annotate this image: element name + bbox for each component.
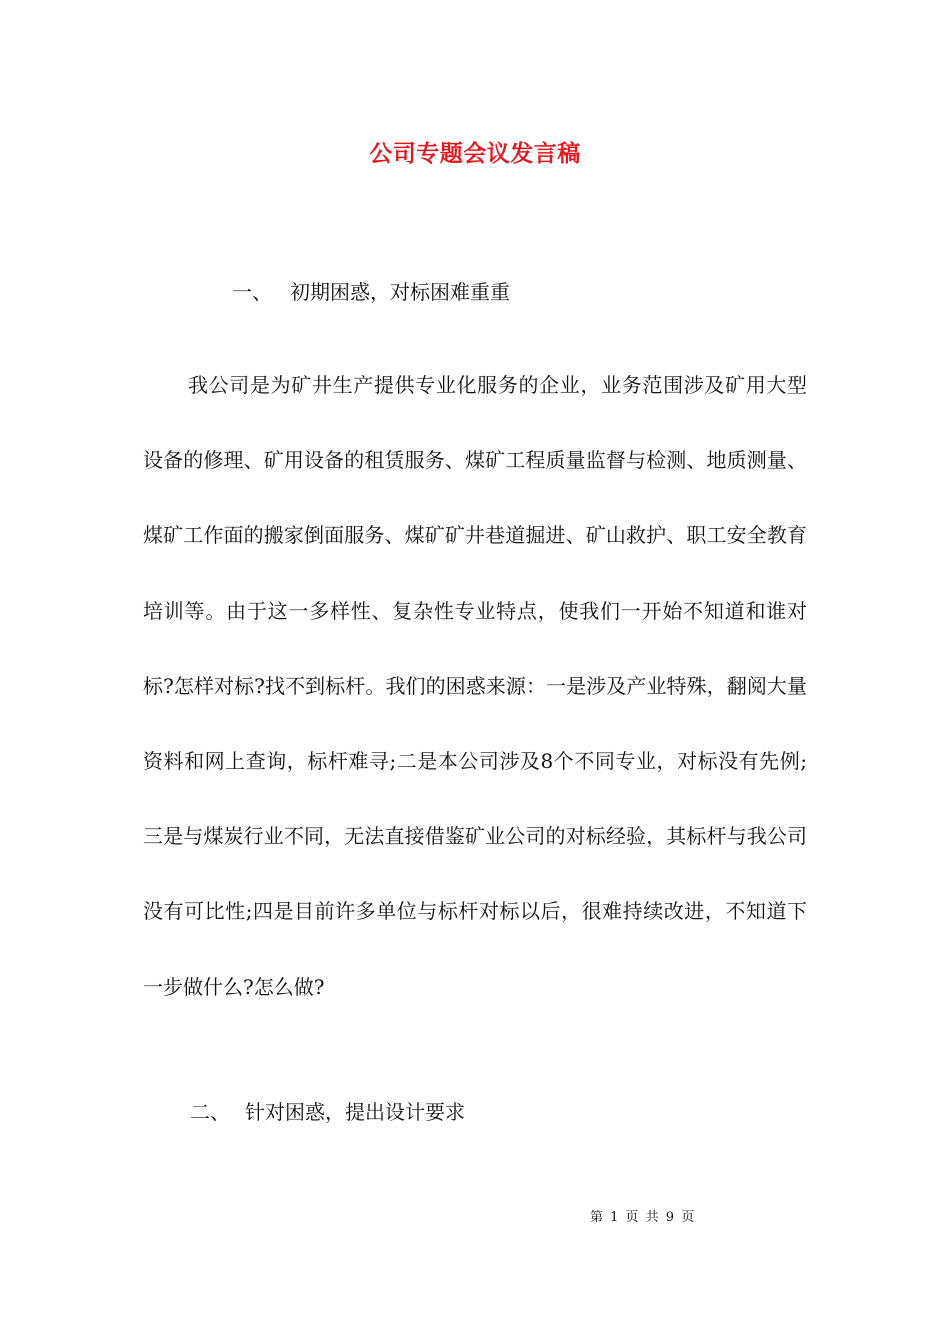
section-number-2: 二、	[190, 1100, 230, 1124]
page-footer: 第 1 页 共 9 页	[590, 1210, 695, 1225]
body-paragraph	[143, 348, 807, 1025]
section-heading-text-2: 针对困惑，提出设计要求	[245, 1100, 465, 1124]
section-heading-2	[190, 1094, 465, 1130]
section-heading-1	[232, 274, 510, 310]
section-number-1: 一、	[232, 280, 272, 304]
body-paragraph-text: 我公司是为矿井生产提供专业化服务的企业，业务范围涉及矿用大型设备的修理、矿用设备的租赁服务、煤矿工程质量监督与检测、地质测量、煤矿工作面的搬家倒面服务、煤矿矿井巷道掘进、矿山救护、职工安全教育培训等。由于这一多样性、复杂性专业特点，使我们一开始不知道和谁对标?怎样对标?找不到标杆。我们的困惑来源：一是涉及产业特殊，翻阅大量资料和网上查询，标杆难寻;二是本公司涉及8个不同专业，对标没有先例;三是与煤炭行业不同，无法直接借鉴矿业公司的对标经验，其标杆与我公司没有可比性;四是目前许多单位与标杆对标以后，很难持续改进，不知道下一步做什么?怎么做?	[143, 373, 807, 999]
document-title: 公司专题会议发言稿	[369, 140, 581, 167]
section-heading-text-1: 初期困惑，对标困难重重	[290, 280, 510, 304]
